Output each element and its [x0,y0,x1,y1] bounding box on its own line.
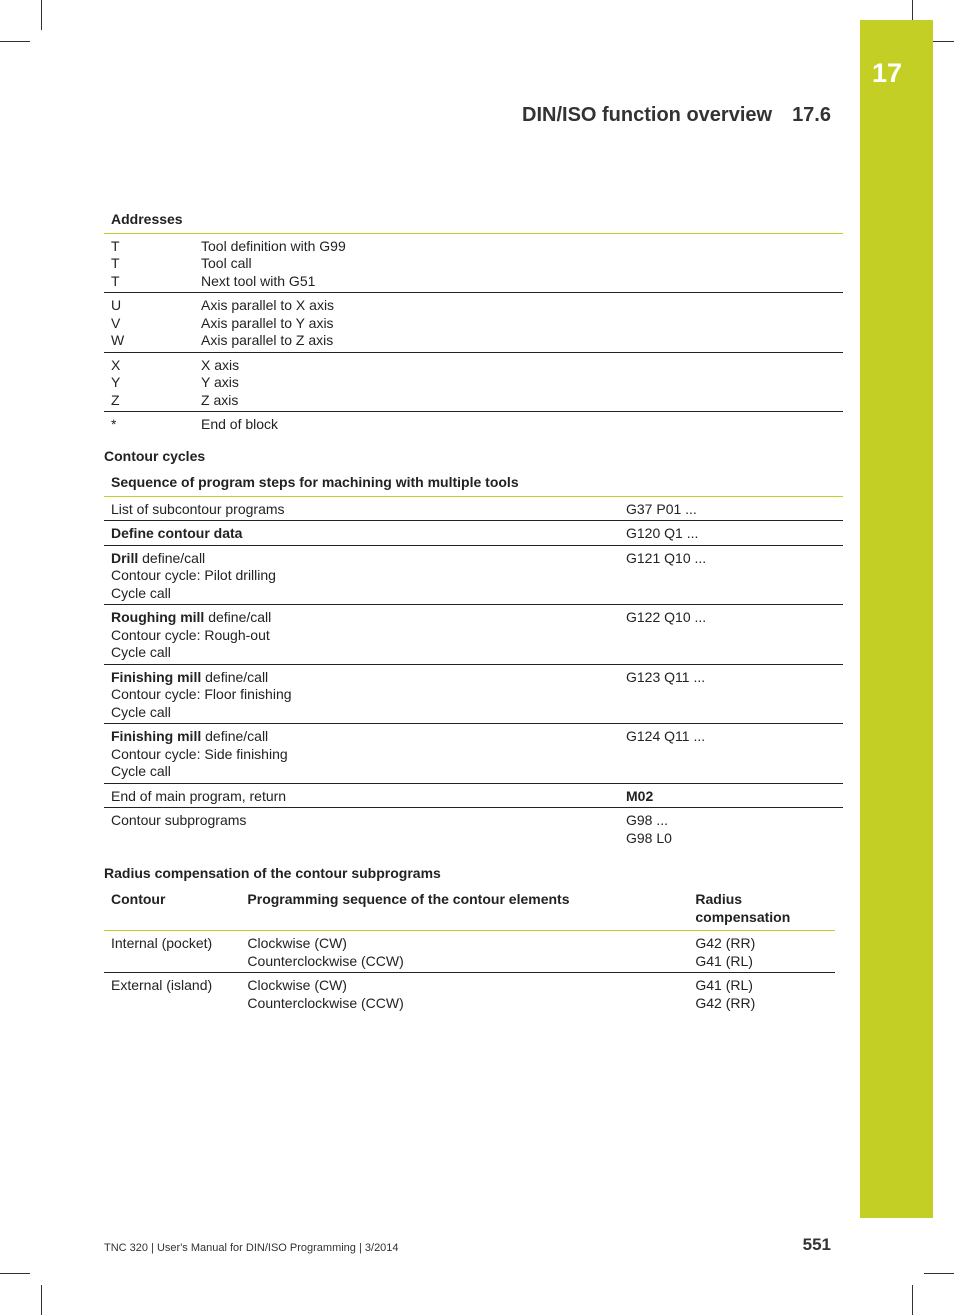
contour-cycle-row [104,724,843,784]
step-description-cell [104,724,619,784]
contour-cycle-row [104,545,843,605]
sequence-direction: Counterclockwise (CCW) [247,952,404,969]
step-detail-line: Contour cycle: Floor finishing [111,686,292,702]
step-text: define/call [204,609,272,625]
address-group-row [104,412,843,436]
address-description: End of block [201,416,279,432]
step-text: Contour subprograms [111,812,247,828]
radius-compensation-table [104,888,835,1014]
radius-compensation-row [104,931,835,973]
step-code-cell [619,605,843,665]
contour-cycle-row [104,664,843,724]
contour-cycle-row [104,521,843,546]
crop-mark [41,1285,42,1315]
sequence-cell [240,973,688,1015]
crop-mark [0,41,30,42]
step-detail-line: Contour cycle: Pilot drilling [111,567,276,583]
contour-cell [104,973,240,1015]
radius-compensation-title: Radius compensation of the contour subprograms [104,865,441,881]
header-programming-sequence: Programming sequence of the contour elements [240,888,688,931]
address-letter: V [111,314,121,331]
step-code: G98 ... [626,812,669,828]
address-letter: T [111,255,120,271]
address-letter: W [111,332,125,348]
step-description-cell [104,545,619,605]
chapter-number: 17 [871,58,903,88]
step-code-cell [619,545,843,605]
step-code: G121 Q10 ... [626,549,707,566]
step-detail-line: Cycle call [111,763,171,779]
crop-mark [41,0,42,30]
address-group-row [104,352,843,412]
address-letters-cell [104,293,194,353]
step-text: define/call [201,728,269,744]
compensation-code: G41 (RL) [695,977,753,993]
address-letter: Y [111,374,121,390]
step-bold-label: Roughing mill [111,609,205,625]
step-text: List of subcontour programs [111,500,285,517]
contour-cell [104,931,240,973]
address-description: Next tool with G51 [201,272,316,289]
contour-cycle-row [104,496,843,521]
address-group-row [104,293,843,353]
crop-mark [912,1285,913,1315]
compensation-code: G42 (RR) [695,935,756,951]
step-code: G124 Q11 ... [626,728,706,744]
compensation-cell [688,931,835,973]
address-letters-cell [104,412,194,436]
crop-mark [912,0,913,20]
contour-cycle-row [104,783,843,808]
header-contour: Contour [104,888,240,931]
address-description: Axis parallel to X axis [201,297,335,313]
sequence-direction: Clockwise (CW) [247,977,347,993]
step-first-line [111,812,612,830]
address-description-cell [194,412,843,436]
address-description-cell [194,352,843,412]
contour-type: External (island) [111,977,213,993]
address-description-cell [194,293,843,353]
header-section-number: 17.6 [792,104,831,126]
step-code-cell [619,496,843,521]
page-header [522,104,831,127]
contour-type: Internal (pocket) [111,935,213,951]
step-code: G120 Q1 ... [626,525,699,541]
page-number: 551 [802,1235,831,1254]
step-text: define/call [201,668,269,685]
address-letter: U [111,297,122,313]
step-description-cell [104,664,619,724]
crop-mark [0,1273,30,1274]
step-detail-line: Contour cycle: Rough-out [111,626,270,643]
contour-cycle-row [104,808,843,850]
step-description-cell [104,521,619,546]
address-letters-cell [104,352,194,412]
address-letter: T [111,272,120,289]
sequence-direction: Counterclockwise (CCW) [247,994,404,1011]
compensation-code: G41 (RL) [695,952,753,969]
address-description: X axis [201,356,240,373]
step-description-cell [104,605,619,665]
addresses-table [104,208,843,436]
step-bold-label: Define contour data [111,525,243,541]
contour-cycles-title: Contour cycles [104,448,206,464]
step-description-cell [104,808,619,850]
step-code-cell [619,808,843,850]
address-description: Z axis [201,391,239,408]
step-detail-line: Cycle call [111,644,171,660]
step-bold-label: Finishing mill [111,668,202,685]
header-title: DIN/ISO function overview [522,104,773,126]
compensation-cell [688,973,835,1015]
step-first-line [111,788,612,806]
step-text: define/call [138,549,206,566]
step-code-cell [619,783,843,808]
step-first-line [111,501,612,519]
footer-text: TNC 320 | User's Manual for DIN/ISO Programming | 3/2014 [104,1242,399,1254]
step-description-cell [104,783,619,808]
step-first-line [111,669,612,687]
address-description: Axis parallel to Z axis [201,332,334,348]
crop-mark [924,1273,954,1274]
address-letters-cell [104,233,194,293]
step-code-cell [619,664,843,724]
address-description: Axis parallel to Y axis [201,314,334,331]
step-bold-label: Finishing mill [111,728,202,744]
address-letter: Z [111,391,120,408]
address-description: Tool definition with G99 [201,237,346,254]
step-bold-label: Drill [111,549,139,566]
radius-compensation-row [104,973,835,1015]
sequence-cell [240,931,688,973]
step-first-line [111,728,612,746]
addresses-heading: Addresses [104,208,843,233]
address-description: Tool call [201,255,252,271]
contour-cycle-row [104,605,843,665]
step-code-cell [619,724,843,784]
header-radius-compensation: Radius compensation [688,888,835,931]
step-detail-line: Cycle call [111,584,171,601]
step-code-cell [619,521,843,546]
step-description-cell [104,496,619,521]
compensation-code: G42 (RR) [695,994,756,1011]
address-letter: X [111,356,121,373]
contour-cycles-table [104,471,843,849]
step-detail-line: Contour cycle: Side finishing [111,745,288,762]
step-first-line [111,525,612,543]
chapter-tab [860,20,933,1218]
step-code: G123 Q11 ... [626,668,706,685]
step-first-line [111,550,612,568]
sequence-direction: Clockwise (CW) [247,935,347,951]
address-letter: * [111,416,117,432]
step-code: G37 P01 ... [626,500,697,517]
address-description: Y axis [201,374,239,390]
address-group-row [104,233,843,293]
step-first-line [111,609,612,627]
step-text: End of main program, return [111,787,287,804]
step-code: G122 Q10 ... [626,609,707,625]
step-code: M02 [626,787,654,804]
step-code: G98 L0 [626,829,672,846]
step-detail-line: Cycle call [111,703,171,720]
contour-cycles-table-heading: Sequence of program steps for machining with multiple tools [104,471,843,496]
address-description-cell [194,233,843,293]
address-letter: T [111,237,120,254]
